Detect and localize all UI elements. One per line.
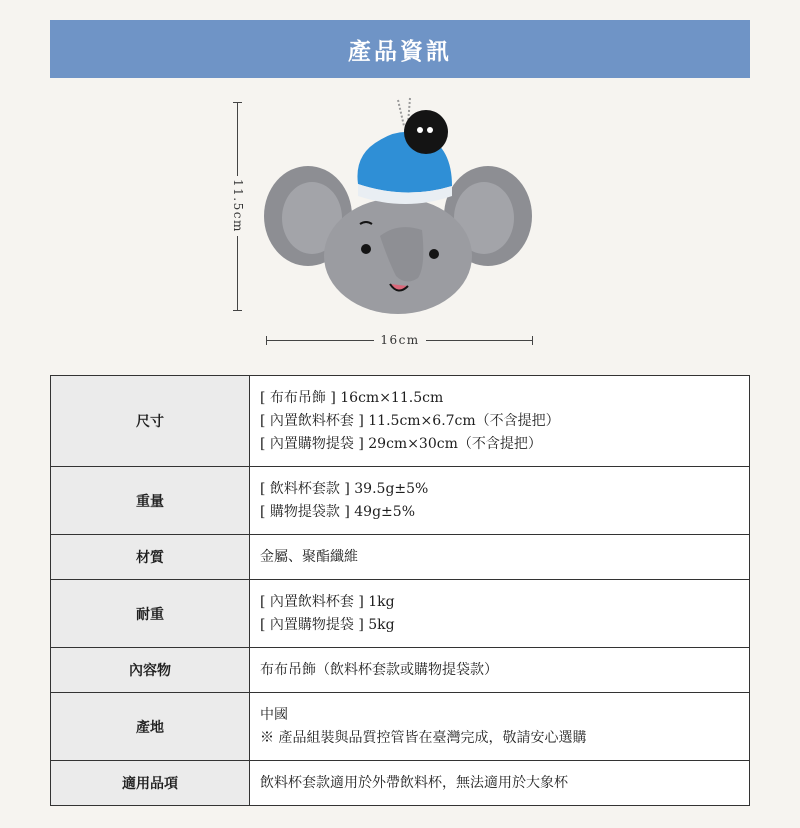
- value-line: [ 內置購物提袋 ] 29cm×30cm（不含提把）: [260, 435, 542, 452]
- value-line: 飲料杯套款適用於外帶飲料杯，無法適用於大象杯: [260, 774, 568, 791]
- height-dimension-label: 11.5cm: [224, 176, 252, 236]
- spec-table: [50, 375, 750, 806]
- table-row: [51, 648, 750, 693]
- row-value: [250, 761, 750, 806]
- row-label: 產地: [51, 693, 250, 761]
- row-label: 材質: [51, 535, 250, 580]
- row-value: [250, 467, 750, 535]
- table-row: [51, 535, 750, 580]
- row-label: 內容物: [51, 648, 250, 693]
- table-row: [51, 376, 750, 467]
- table-row: [51, 467, 750, 535]
- row-value: [250, 648, 750, 693]
- table-row: [51, 693, 750, 761]
- row-label: 適用品項: [51, 761, 250, 806]
- row-label: 耐重: [51, 580, 250, 648]
- value-line: [ 購物提袋款 ] 49g±5%: [260, 503, 415, 520]
- row-label: 重量: [51, 467, 250, 535]
- value-line: [ 內置飲料杯套 ] 11.5cm×6.7cm（不含提把）: [260, 412, 560, 429]
- row-value: [250, 693, 750, 761]
- value-line: 布布吊飾（飲料杯套款或購物提袋款）: [260, 661, 498, 678]
- table-row: [51, 761, 750, 806]
- value-line: [ 內置購物提袋 ] 5kg: [260, 616, 395, 633]
- row-value: [250, 376, 750, 467]
- value-line: [ 飲料杯套款 ] 39.5g±5%: [260, 480, 429, 497]
- value-line: ※ 產品組裝與品質控管皆在臺灣完成，敬請安心選購: [260, 729, 587, 746]
- product-image: [230, 96, 550, 346]
- row-value: [250, 580, 750, 648]
- page-title: 產品資訊: [348, 37, 452, 65]
- header-banner: [50, 20, 750, 78]
- value-line: [ 內置飲料杯套 ] 1kg: [260, 593, 395, 610]
- row-value: [250, 535, 750, 580]
- table-row: [51, 580, 750, 648]
- row-label: 尺寸: [51, 376, 250, 467]
- value-line: [ 布布吊飾 ] 16cm×11.5cm: [260, 389, 444, 406]
- width-dimension-label: 16cm: [374, 331, 426, 349]
- value-line: 中國: [260, 706, 288, 723]
- value-line: 金屬、聚酯纖維: [260, 548, 358, 565]
